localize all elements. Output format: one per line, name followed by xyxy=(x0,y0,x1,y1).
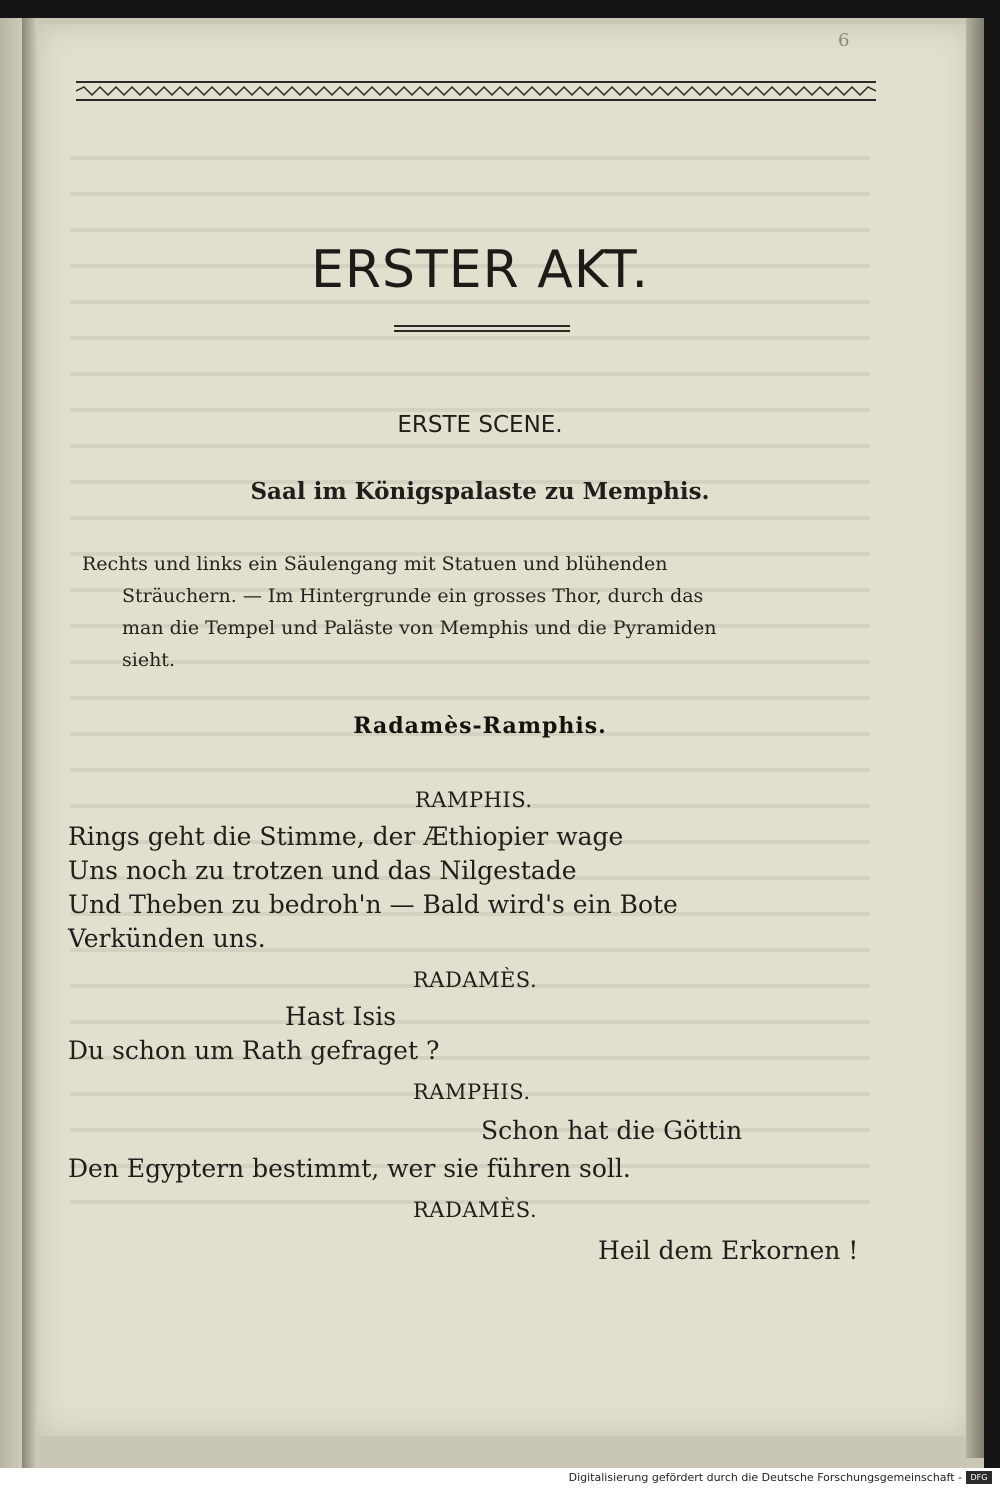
speaker-name: RAMPHIS. xyxy=(413,1080,531,1104)
right-page-edge xyxy=(966,18,984,1458)
ornamental-border xyxy=(76,80,876,102)
stage-direction xyxy=(82,548,868,676)
verse-line: Uns noch zu trotzen und das Nilgestade xyxy=(68,856,577,885)
speaker-name: RADAMÈS. xyxy=(413,968,538,992)
act-title: ERSTER AKT. xyxy=(310,240,650,300)
scene-location: Saal im Königspalaste zu Memphis. xyxy=(250,478,710,505)
dfg-logo-icon: DFG xyxy=(966,1471,992,1484)
stage-direction-line: sieht. xyxy=(122,649,175,671)
book-binding xyxy=(22,18,38,1468)
act-title-double-rule xyxy=(394,325,570,333)
verse-line: Heil dem Erkornen ! xyxy=(598,1236,859,1265)
verse-line: Hast Isis xyxy=(285,1002,397,1031)
scene-title: ERSTE SCENE. xyxy=(397,412,563,438)
verse-line: Rings geht die Stimme, der Æthiopier wage xyxy=(68,822,624,851)
page-number: 6 xyxy=(838,30,850,51)
stage-direction-line: man die Tempel und Paläste von Memphis und die Pyramiden xyxy=(122,617,717,639)
verse-line: Und Theben zu bedroh'n — Bald wird's ein Bote xyxy=(68,890,678,919)
stage-direction-line: Rechts und links ein Säulengang mit Statuen und blühenden xyxy=(82,553,668,575)
stage-direction-line: Sträuchern. — Im Hintergrunde ein grosses Thor, durch das xyxy=(122,585,704,607)
verse-line: Schon hat die Göttin xyxy=(481,1116,743,1145)
left-page-edge xyxy=(0,18,24,1468)
digitization-credit: Digitalisierung gefördert durch die Deutsche Forschungsgemeinschaft - xyxy=(568,1471,962,1484)
characters-on-stage: Radamès-Ramphis. xyxy=(353,713,607,739)
verse-line: Den Egyptern bestimmt, wer sie führen soll. xyxy=(68,1154,631,1183)
speaker-name: RADAMÈS. xyxy=(413,1198,538,1222)
verse-line: Du schon um Rath gefraget ? xyxy=(68,1036,440,1065)
speaker-name: RAMPHIS. xyxy=(415,788,533,812)
verse-line: Verkünden uns. xyxy=(68,924,266,953)
